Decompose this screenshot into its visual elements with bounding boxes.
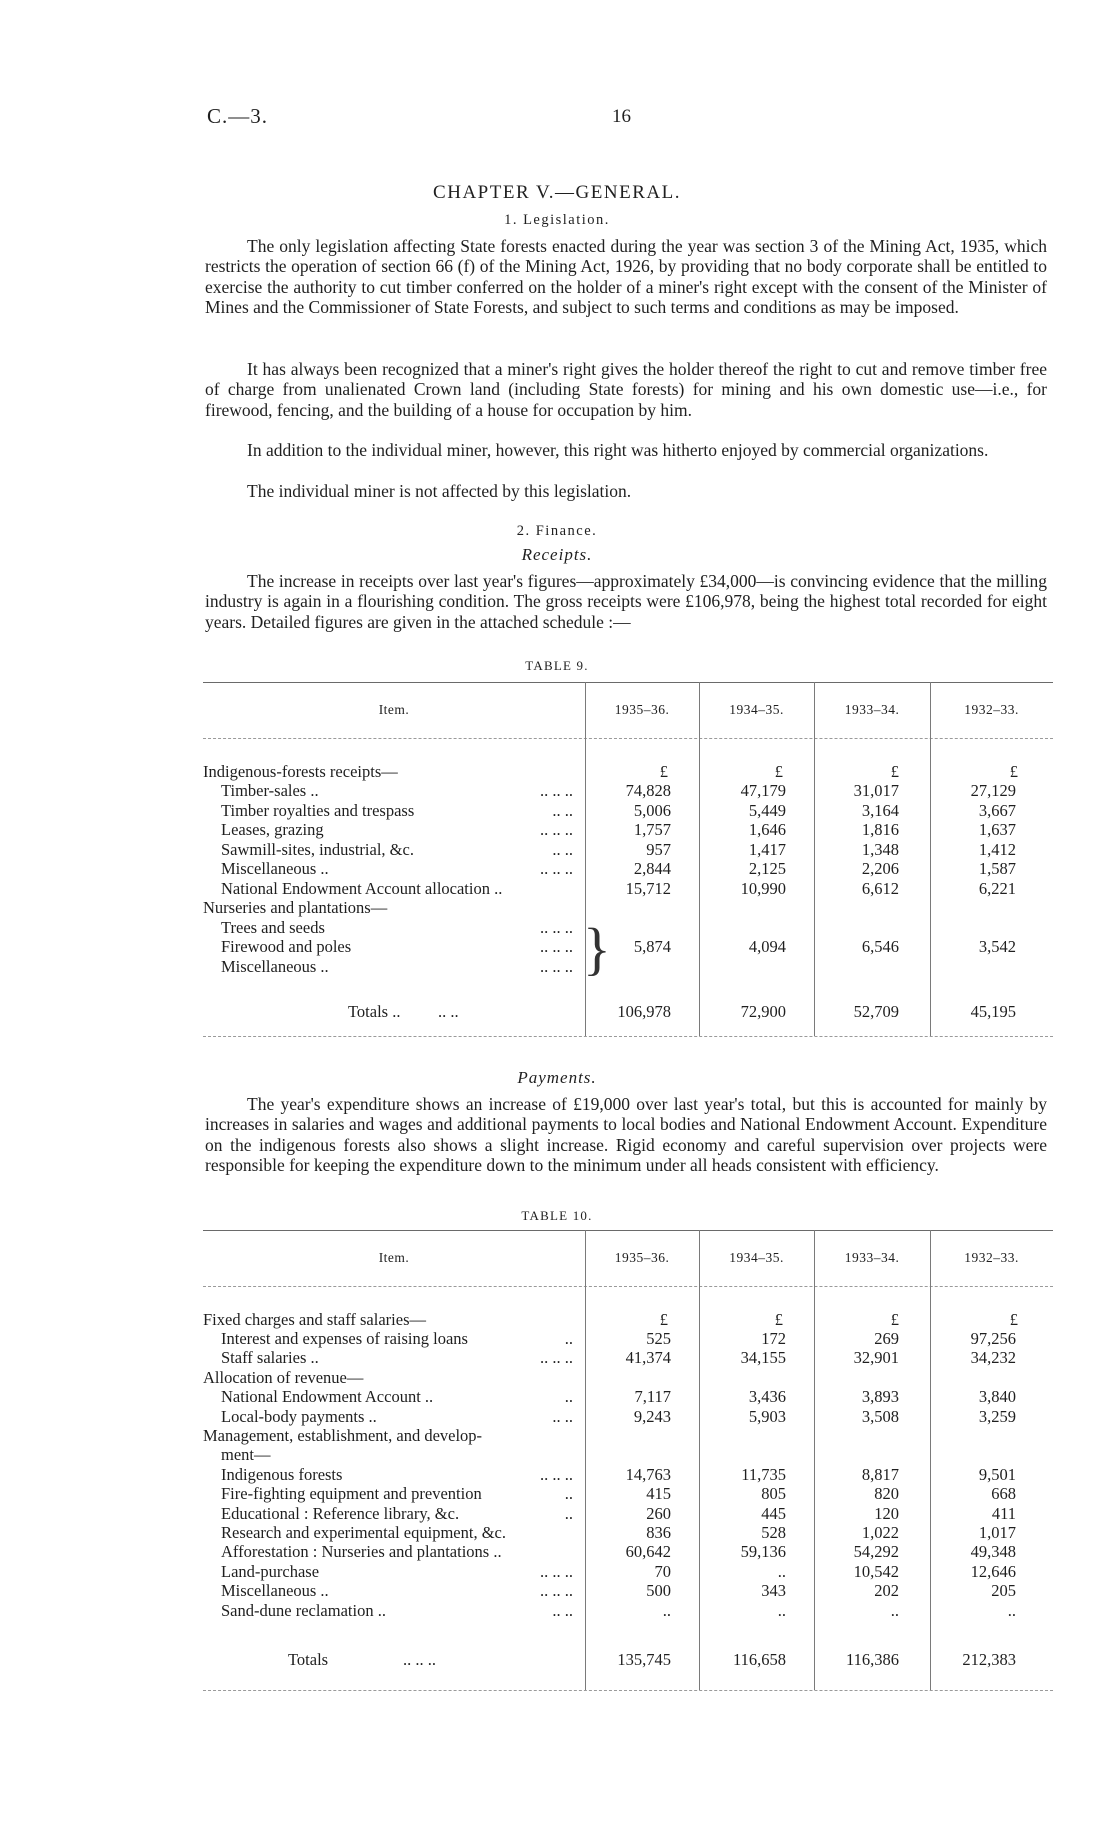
table10-row [203, 1542, 1053, 1562]
table10-cell-1934: 528 [761, 1523, 786, 1542]
table10-header-1933: 1933–34. [844, 1250, 900, 1265]
table10-row-label: Staff salaries .. [221, 1348, 319, 1368]
paragraph-payments: The year's expenditure shows an increase of £19,000 over last year's total, but this is accounted for mainly by increases in salaries and wages and additional payments to local bodies and National Endowment Account. Expenditure on the indigenous forests also shows a slight increase. Rigid economy and careful supervision over projects were responsible for keeping the expenditure down to the minimum under all heads consistent with efficiency. [205, 1094, 1047, 1176]
table9-caption: TABLE 9. [525, 658, 589, 673]
table9-row-label: Timber royalties and trespass [221, 800, 415, 820]
table10-row-label: Allocation of revenue— [203, 1367, 364, 1387]
table9-cell-1935: 1,757 [633, 820, 671, 839]
table10-cell-1933: 54,292 [853, 1542, 899, 1562]
subheading-payments: Payments. [517, 1068, 597, 1087]
table10-row [203, 1601, 1053, 1621]
table9-cell-1932: 1,412 [978, 839, 1016, 859]
table10-row-label: Research and experimental equipment, &c. [221, 1523, 506, 1542]
table9-cell-1932: 3,667 [978, 800, 1016, 820]
paragraph-legislation-2: It has always been recognized that a miner's right gives the holder thereof the right to cut and remove timber free of charge from unalienated Crown land (including State forests) for mining and his own domestic use—i.e., for firewood, fencing, and the building of a house for occupation by him. [205, 359, 1047, 420]
table9-row [203, 918, 1053, 938]
table9-cell-1933: 31,017 [853, 781, 899, 800]
table9-row-label: Sawmill-sites, industrial, &c. [221, 839, 414, 859]
table-9 [203, 682, 1053, 1037]
table10-row [203, 1329, 1053, 1349]
table9-total-1934: 72,900 [740, 1002, 786, 1021]
table9-cell-1932: 1,587 [978, 859, 1016, 878]
table10-cell-1935: 9,243 [633, 1406, 671, 1426]
table9-cell-1934: 1,417 [748, 839, 786, 859]
table9-cell-1934: 4,094 [748, 937, 786, 956]
table9-row-label: Nurseries and plantations— [203, 898, 388, 917]
table9-row [203, 879, 1053, 899]
table9-cell-1933: 1,348 [861, 839, 899, 859]
table9-cell-1934: 2,125 [748, 859, 786, 878]
table9-total-1933: 52,709 [853, 1002, 899, 1021]
table10-header-1935: 1935–36. [614, 1250, 670, 1265]
leader-dots: .. .. .. [540, 937, 573, 956]
table10-top-rule [203, 1230, 1053, 1231]
table10-row [203, 1445, 1053, 1465]
table9-row-label: Timber-sales .. [221, 781, 319, 800]
table10-cell-1932: 34,232 [970, 1348, 1016, 1368]
leader-dots: .. .. .. [540, 781, 573, 800]
table9-cell-1935: 2,844 [633, 859, 671, 878]
table10-row [203, 1504, 1053, 1524]
table10-cell-1932: 1,017 [978, 1523, 1016, 1542]
table10-header-1934: 1934–35. [729, 1250, 784, 1265]
table10-total-1932: 212,383 [962, 1650, 1016, 1669]
table10-row-label: National Endowment Account .. [221, 1387, 434, 1407]
leader-dots: .. [564, 1503, 573, 1523]
table10-cell-1932: 12,646 [970, 1561, 1016, 1581]
table10-cell-1934: 11,735 [741, 1464, 786, 1484]
table9-top-rule [203, 682, 1053, 683]
table10-total-1934: 116,658 [732, 1650, 786, 1669]
table9-header-1935: 1935–36. [614, 702, 670, 717]
table9-cell-1935: 74,828 [625, 781, 671, 800]
table9-row [203, 859, 1053, 879]
table9-row [203, 898, 1053, 918]
table10-cell-1934: 34,155 [740, 1348, 786, 1368]
table10-cell-1933: 8,817 [861, 1464, 899, 1484]
table10-cell-1933: 10,542 [853, 1561, 899, 1581]
leader-dots: .. .. .. [540, 1348, 573, 1368]
table9-cell-1934: 5,449 [748, 800, 786, 820]
leader-dots: .. .. .. [403, 1650, 436, 1669]
leader-dots: .. .. [552, 800, 573, 820]
table9-cell-1932: 6,221 [978, 878, 1016, 898]
table10-row-label: Management, establishment, and develop- [203, 1426, 483, 1445]
leader-dots: .. .. .. [540, 820, 573, 839]
table9-cell-1935: 15,712 [625, 878, 671, 898]
table9-total-1935: 106,978 [617, 1002, 671, 1021]
table9-cell-1934: 47,179 [740, 781, 786, 800]
brace-symbol: } [583, 916, 611, 981]
table9-bottom-rule [203, 1036, 1053, 1037]
table10-totals-row [203, 1650, 1053, 1670]
table9-cell-1935: 957 [646, 839, 671, 859]
table9-row-label: Miscellaneous .. [221, 956, 329, 976]
table9-header-rule [203, 738, 1053, 739]
table9-row-label: National Endowment Account allocation .. [221, 878, 503, 898]
table10-cell-1934: 805 [761, 1484, 786, 1504]
table10-cell-1933: 820 [874, 1484, 899, 1504]
table10-row-label: Local-body payments .. [221, 1406, 377, 1426]
table9-totals-label: Totals .. [348, 1002, 401, 1021]
paragraph-legislation-4: The individual miner is not affected by this legislation. [247, 481, 632, 501]
table10-cell-1935: 60,642 [625, 1542, 671, 1562]
table10-row-label: Educational : Reference library, &c. [221, 1503, 460, 1523]
table10-row [203, 1426, 1053, 1446]
leader-dots: .. [564, 1387, 573, 1407]
table9-row [203, 957, 1053, 977]
table10-row-label: Interest and expenses of raising loans [221, 1329, 468, 1348]
table10-row [203, 1581, 1053, 1601]
table9-header-1933: 1933–34. [844, 702, 900, 717]
currency-symbol: £ [1009, 1310, 1018, 1329]
table9-row-label: Miscellaneous .. [221, 859, 329, 878]
section-heading-legislation: 1. Legislation. [504, 212, 610, 228]
table10-cell-1932: 411 [991, 1503, 1016, 1523]
table9-cell-1933: 2,206 [861, 859, 899, 878]
table10-cell-1935: 836 [646, 1523, 671, 1542]
table10-row [203, 1523, 1053, 1543]
table10-cell-1933: 269 [874, 1329, 899, 1348]
currency-symbol: £ [659, 1310, 668, 1329]
table10-cell-1935: 500 [646, 1581, 671, 1601]
table10-cell-1932: .. [1007, 1600, 1016, 1620]
table10-cell-1935: 260 [646, 1503, 671, 1523]
table10-cell-1933: .. [890, 1600, 899, 1620]
table10-cell-1932: 9,501 [978, 1464, 1016, 1484]
table10-bottom-rule [203, 1690, 1053, 1691]
table9-cell-1933: 1,816 [861, 820, 899, 839]
table9-row-label: Trees and seeds [221, 917, 325, 937]
table10-cell-1934: .. [777, 1600, 786, 1620]
table9-cell-1933: 6,612 [861, 878, 899, 898]
table9-row [203, 840, 1053, 860]
leader-dots: .. .. [438, 1002, 459, 1021]
document-code: C.—3. [207, 104, 269, 128]
table10-row-label: Fixed charges and staff salaries— [203, 1310, 426, 1329]
table10-cell-1934: .. [777, 1561, 786, 1581]
table9-totals-row [203, 1002, 1053, 1022]
table-10 [203, 1230, 1053, 1692]
table10-cell-1932: 205 [991, 1581, 1016, 1601]
subheading-receipts: Receipts. [521, 545, 593, 564]
table10-row-label: Indigenous forests [221, 1464, 343, 1484]
leader-dots: .. .. [552, 1600, 573, 1620]
table9-row [203, 801, 1053, 821]
table9-row [203, 937, 1053, 957]
table10-row-label: Sand-dune reclamation .. [221, 1600, 386, 1620]
table10-cell-1932: 3,259 [978, 1406, 1016, 1426]
table10-row-label: Fire-fighting equipment and prevention [221, 1484, 482, 1504]
table10-row [203, 1407, 1053, 1427]
table9-cell-1932: 1,637 [978, 820, 1016, 839]
section-heading-finance: 2. Finance. [516, 523, 598, 539]
table9-cell-1933: 6,546 [861, 937, 899, 956]
table10-cell-1932: 668 [991, 1484, 1016, 1504]
table10-cell-1933: 3,508 [861, 1406, 899, 1426]
table9-row-label: Firewood and poles [221, 937, 352, 956]
table10-cell-1934: 59,136 [740, 1542, 786, 1562]
table9-cell-1934: 10,990 [740, 878, 786, 898]
table9-cell-1933: 3,164 [861, 800, 899, 820]
table10-cell-1934: 445 [761, 1503, 786, 1523]
table9-header-1932: 1932–33. [964, 702, 1019, 717]
paragraph-legislation-3: In addition to the individual miner, however, this right was hitherto enjoyed by commercial organizations. [247, 440, 989, 460]
currency-symbol: £ [659, 762, 668, 781]
table9-header-1934: 1934–35. [729, 702, 784, 717]
leader-dots: .. .. .. [540, 1464, 573, 1484]
table10-cell-1934: 172 [761, 1329, 786, 1348]
table10-cell-1932: 3,840 [978, 1387, 1016, 1407]
currency-symbol: £ [774, 1310, 783, 1329]
table10-cell-1935: 70 [654, 1561, 671, 1581]
table9-cell-1934: 1,646 [748, 820, 786, 839]
paragraph-receipts: The increase in receipts over last year's figures—approximately £34,000—is convincing evidence that the milling industry is again in a flourishing condition. The gross receipts were £106,978, being the highest total recorded for eight years. Detailed figures are given in the attached schedule :— [205, 571, 1047, 632]
table10-header-1932: 1932–33. [964, 1250, 1019, 1265]
table10-cell-1935: .. [662, 1600, 671, 1620]
table10-row [203, 1484, 1053, 1504]
table10-row [203, 1348, 1053, 1368]
leader-dots: .. .. .. [540, 956, 573, 976]
page-number: 16 [612, 106, 631, 127]
table9-cell-1935: 5,874 [633, 937, 671, 956]
table10-total-1933: 116,386 [845, 1650, 899, 1669]
table9-cell-1935: 5,006 [633, 800, 671, 820]
table10-row [203, 1387, 1053, 1407]
leader-dots: .. .. .. [540, 1561, 573, 1581]
currency-symbol: £ [1009, 762, 1018, 781]
table10-totals-label: Totals [288, 1650, 329, 1669]
table10-caption: TABLE 10. [521, 1208, 593, 1223]
table9-header-item: Item. [378, 702, 410, 717]
table10-header-rule [203, 1286, 1053, 1287]
table10-total-1935: 135,745 [617, 1650, 671, 1669]
leader-dots: .. .. [552, 1406, 573, 1426]
table10-header-item: Item. [378, 1250, 410, 1265]
table10-row-label: Miscellaneous .. [221, 1581, 329, 1601]
table10-row-label: Land-purchase [221, 1561, 320, 1581]
table9-cell-1932: 3,542 [978, 937, 1016, 956]
currency-symbol: £ [890, 1310, 899, 1329]
table10-cell-1934: 343 [761, 1581, 786, 1601]
table10-row-label: ment— [221, 1445, 271, 1465]
table10-cell-1935: 14,763 [625, 1464, 671, 1484]
table10-cell-1935: 415 [646, 1484, 671, 1504]
table10-cell-1933: 202 [874, 1581, 899, 1601]
table9-row-label: Leases, grazing [221, 820, 324, 839]
leader-dots: .. [564, 1329, 573, 1348]
table9-row-label: Indigenous-forests receipts— [203, 762, 398, 781]
table10-cell-1935: 7,117 [634, 1387, 671, 1407]
table9-cell-1932: 27,129 [970, 781, 1016, 800]
paragraph-legislation-1: The only legislation affecting State forests enacted during the year was section 3 of the Mining Act, 1935, which restricts the operation of section 66 (f) of the Mining Act, 1926, by providing that no body corporate shall be entitled to exercise the authority to cut timber conferred on the holder of a miner's right except with the consent of the Minister of Mines and the Commissioner of State Forests, and subject to such terms and conditions as may be imposed. [205, 236, 1047, 318]
table10-cell-1933: 1,022 [861, 1523, 899, 1542]
table10-cell-1934: 5,903 [748, 1406, 786, 1426]
table10-row-label: Afforestation : Nurseries and plantations .. [221, 1542, 502, 1562]
leader-dots: .. .. .. [540, 917, 573, 937]
table10-cell-1932: 97,256 [970, 1329, 1016, 1348]
table10-cell-1933: 120 [874, 1503, 899, 1523]
table10-cell-1935: 525 [646, 1329, 671, 1348]
table10-cell-1933: 32,901 [853, 1348, 899, 1368]
table9-row [203, 820, 1053, 840]
table10-cell-1934: 3,436 [748, 1387, 786, 1407]
leader-dots: .. .. .. [540, 859, 573, 878]
table9-row [203, 781, 1053, 801]
leader-dots: .. .. .. [540, 1581, 573, 1601]
table10-row [203, 1465, 1053, 1485]
table10-row [203, 1368, 1053, 1388]
table9-total-1932: 45,195 [970, 1002, 1016, 1021]
leader-dots: .. .. [552, 839, 573, 859]
currency-symbol: £ [774, 762, 783, 781]
leader-dots: .. [564, 1484, 573, 1504]
table10-row [203, 1562, 1053, 1582]
table10-cell-1932: 49,348 [970, 1542, 1016, 1562]
chapter-title: CHAPTER V.—GENERAL. [433, 182, 681, 203]
currency-symbol: £ [890, 762, 899, 781]
table10-cell-1935: 41,374 [625, 1348, 671, 1368]
table10-cell-1933: 3,893 [861, 1387, 899, 1407]
